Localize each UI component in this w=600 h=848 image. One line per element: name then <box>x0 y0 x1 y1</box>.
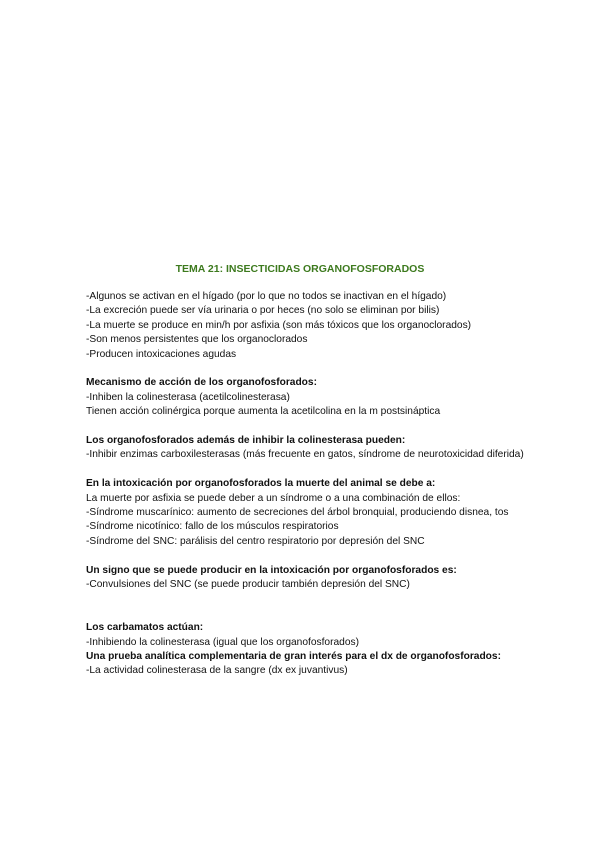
section-line: Tienen acción colinérgica porque aumenta la acetilcolina en la m postsináptica <box>86 406 441 418</box>
intro-item: -Algunos se activan en el hígado (por lo que no todos se inactivan en el hígado) <box>86 291 447 302</box>
section-line: La muerte por asfixia se puede deber a un síndrome o a una combinación de ellos: <box>86 492 461 504</box>
section-line: -La actividad colinesterasa de la sangre (dx ex juvantivus) <box>86 665 348 677</box>
intro-item: -Producen intoxicaciones agudas <box>86 348 237 360</box>
section-line: -Síndrome muscarínico: aumento de secreciones del árbol bronquial, produciendo disnea, tos <box>86 507 509 519</box>
intro-item: -Son menos persistentes que los organoclorados <box>86 334 308 346</box>
section-line: -Convulsiones del SNC (se puede producir también depresión del SNC) <box>86 579 410 591</box>
section-carbamatos <box>86 621 526 679</box>
section-line: -Síndrome del SNC: parálisis del centro respiratorio por depresión del SNC <box>86 535 425 547</box>
section-line: -Inhiben la colinesterasa (acetilcolinesterasa) <box>86 391 290 403</box>
section-ademas <box>86 434 526 463</box>
intro-list <box>86 290 526 362</box>
section-muerte <box>86 477 526 549</box>
section-heading: Los organofosforados además de inhibir la colinesterasa pueden: <box>86 435 406 447</box>
section-signo <box>86 564 526 593</box>
intro-item: -La muerte se produce en min/h por asfixia (son más tóxicos que los organoclorados) <box>86 319 472 331</box>
section-heading: En la intoxicación por organofosforados la muerte del animal se debe a: <box>86 478 436 490</box>
section-line: -Inhibir enzimas carboxilesterasas (más frecuente en gatos, síndrome de neurotoxicidad diferida) <box>86 449 524 461</box>
section-line: -Síndrome nicotínico: fallo de los músculos respiratorios <box>86 521 339 533</box>
section-line: -Inhibiendo la colinesterasa (igual que los organofosforados) <box>86 636 359 648</box>
page-title: TEMA 21: INSECTICIDAS ORGANOFOSFORADOS <box>175 263 425 275</box>
section-heading: Mecanismo de acción de los organofosforados: <box>86 377 317 389</box>
section-mecanismo <box>86 376 526 419</box>
section-heading: Un signo que se puede producir en la intoxicación por organofosforados es: <box>86 564 457 576</box>
intro-item: -La excreción puede ser vía urinaria o por heces (no solo se eliminan por bilis) <box>86 305 440 317</box>
document-body <box>86 290 526 679</box>
section-heading: Una prueba analítica complementaria de gran interés para el dx de organofosforados: <box>86 651 501 663</box>
section-heading: Los carbamatos actúan: <box>86 622 204 634</box>
